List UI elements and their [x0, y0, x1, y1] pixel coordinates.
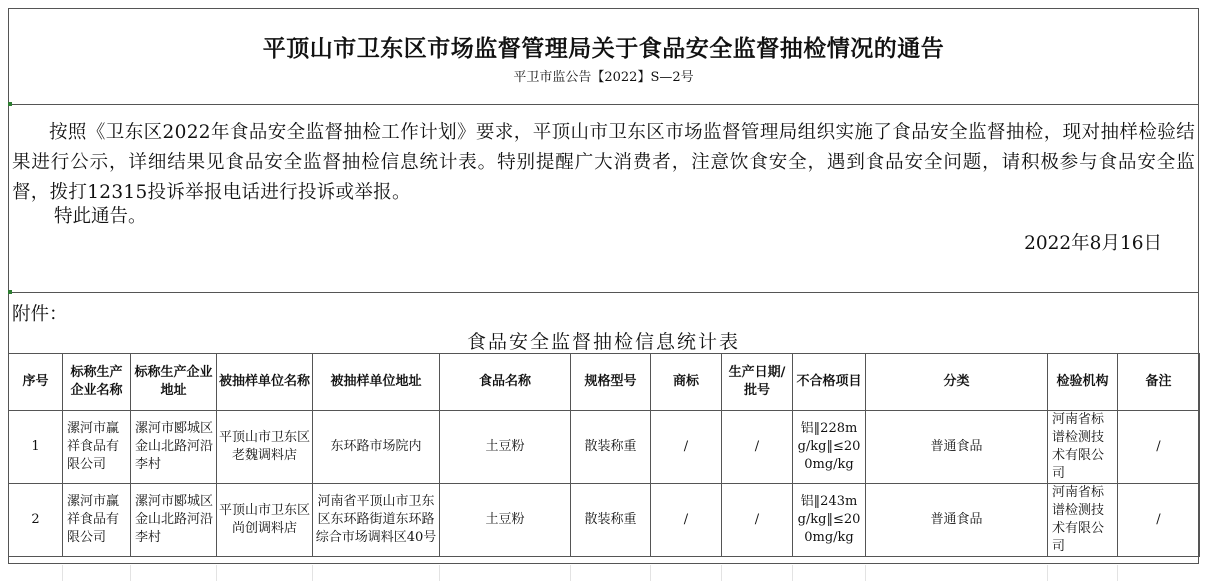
table-cell: 河南省标谱检测技术有限公司: [1048, 411, 1118, 484]
table-cell: 铝‖243mg/kg‖≤200mg/kg: [793, 484, 866, 557]
header-cell: 标称生产企业地址: [131, 354, 217, 411]
table-row: [9, 484, 1200, 557]
table-cell: 河南省标谱检测技术有限公司: [1048, 484, 1118, 557]
table-cell: 铝‖228mg/kg‖≤200mg/kg: [793, 411, 866, 484]
table-cell: /: [651, 484, 722, 557]
table-cell: 漯河市赢祥食品有限公司: [63, 484, 131, 557]
table-title: 食品安全监督抽检信息统计表: [466, 331, 740, 353]
header-cell: 商标: [651, 354, 722, 411]
table-cell: /: [651, 411, 722, 484]
table-cell: 1: [9, 411, 63, 484]
table-cell: 漯河市郾城区金山北路河沿李村: [131, 484, 217, 557]
table-cell: 东环路市场院内: [313, 411, 440, 484]
table-cell: 2: [9, 484, 63, 557]
table-cell: 土豆粉: [440, 411, 571, 484]
table-cell: 河南省平顶山市卫东区东环路街道东环路综合市场调料区40号: [313, 484, 440, 557]
header-divider: [8, 104, 1199, 105]
table-cell: 平顶山市卫东区老魏调料店: [217, 411, 313, 484]
table-cell: /: [1118, 484, 1200, 557]
header-cell: 生产日期/批号: [722, 354, 793, 411]
table-cell: 散装称重: [571, 484, 651, 557]
header-cell: 被抽样单位地址: [313, 354, 440, 411]
header-cell: 检验机构: [1048, 354, 1118, 411]
header-cell: 备注: [1118, 354, 1200, 411]
table-row: [9, 411, 1200, 484]
body-divider: [8, 292, 1199, 293]
notice-paragraph: 按照《卫东区2022年食品安全监督抽检工作计划》要求，平顶山市卫东区市场监督管理局组织实施了食品安全监督抽检，现对抽样检验结果进行公示，详细结果见食品安全监督抽检信息统计表。特别提醒广大消费者，注意饮食安全，遇到食品安全问题，请积极参与食品安全监督，拨打12315投诉举报电话进行投诉或举报。: [12, 122, 1195, 203]
attachment-label: 附件：: [12, 304, 68, 325]
header-cell: 标称生产企业名称: [63, 354, 131, 411]
table-cell: 散装称重: [571, 411, 651, 484]
table-cell: /: [1118, 411, 1200, 484]
table-header-row: [9, 354, 1200, 411]
cell-marker: [8, 290, 12, 294]
document-number: 平卫市监公告【2022】S—2号: [513, 70, 694, 85]
inspection-table: [8, 353, 1200, 557]
closing-text: 特此通告。: [54, 206, 147, 227]
table-cell: /: [722, 411, 793, 484]
notice-title: 平顶山市卫东区市场监督管理局关于食品安全监督抽检情况的通告: [262, 36, 945, 62]
header-cell: 不合格项目: [793, 354, 866, 411]
table-cell: 土豆粉: [440, 484, 571, 557]
table-cell: /: [722, 484, 793, 557]
empty-grid-row: [8, 565, 1199, 581]
table-cell: 普通食品: [866, 411, 1048, 484]
table-cell: 漯河市郾城区金山北路河沿李村: [131, 411, 217, 484]
header-cell: 序号: [9, 354, 63, 411]
table-cell: 漯河市赢祥食品有限公司: [63, 411, 131, 484]
cell-marker: [8, 102, 12, 106]
notice-date: 2022年8月16日: [1024, 233, 1162, 254]
table-cell: 平顶山市卫东区尚创调料店: [217, 484, 313, 557]
table-cell: 普通食品: [866, 484, 1048, 557]
header-cell: 被抽样单位名称: [217, 354, 313, 411]
header-cell: 分类: [866, 354, 1048, 411]
header-cell: 规格型号: [571, 354, 651, 411]
header-cell: 食品名称: [440, 354, 571, 411]
